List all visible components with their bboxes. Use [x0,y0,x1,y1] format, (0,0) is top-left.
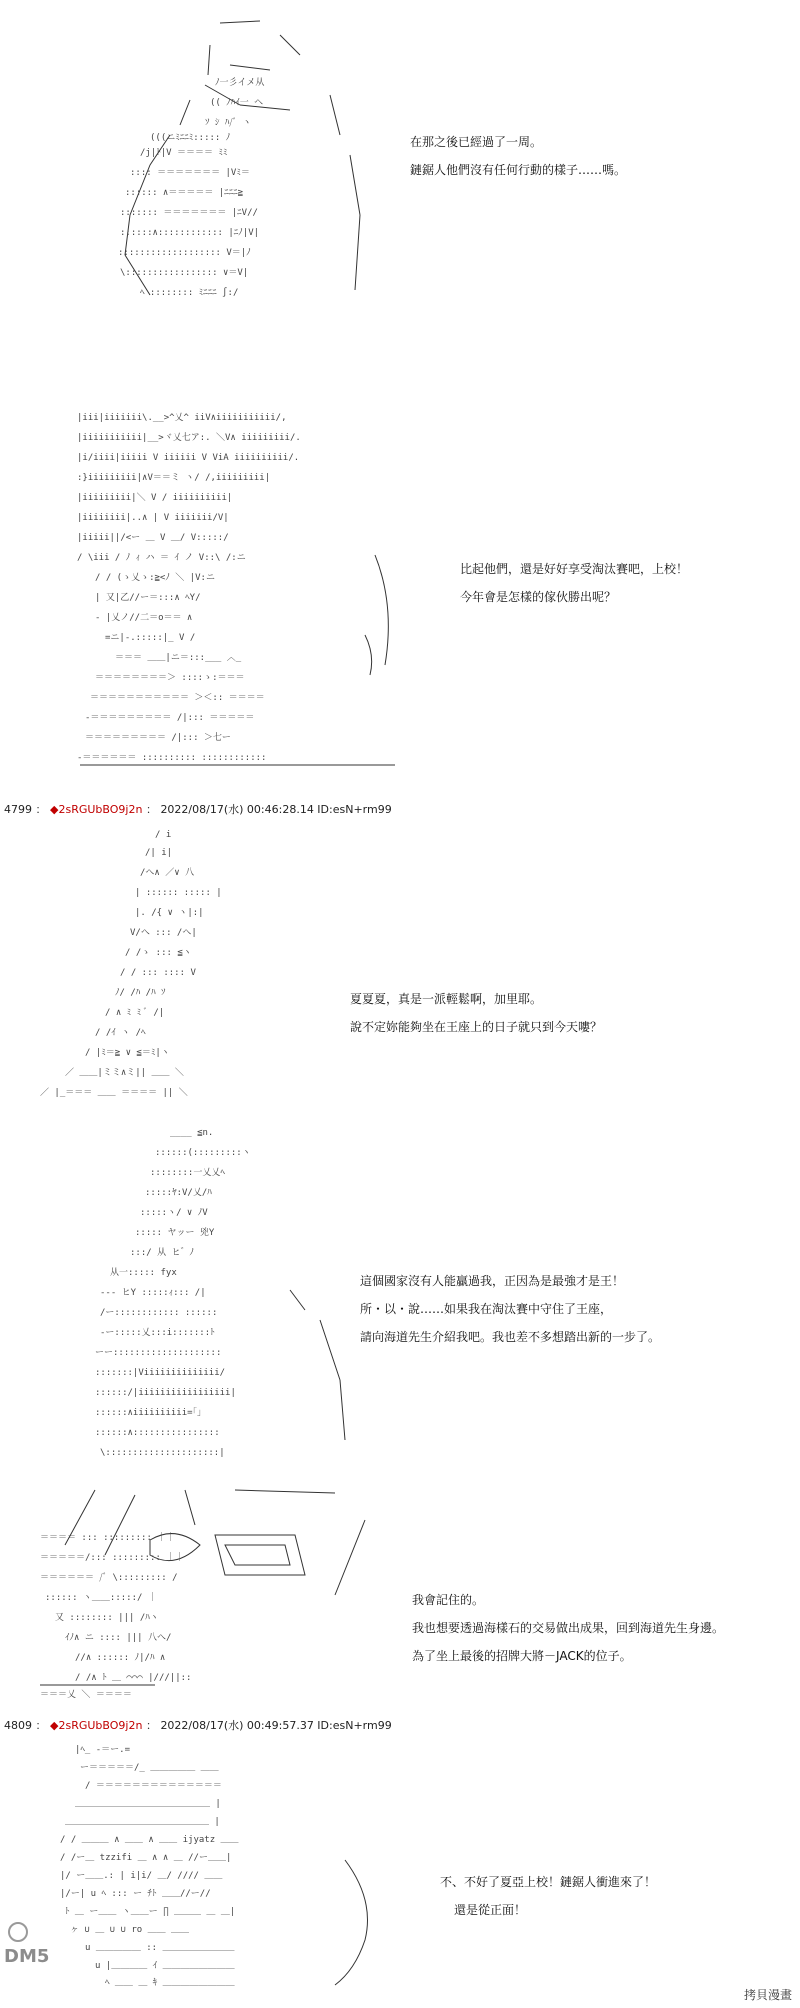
svg-text:____ ≦n.: ____ ≦n. [170,1128,214,1138]
post-separator: ： [145,803,157,816]
post-header [4,1717,392,1733]
dialog-line: 在那之後已經過了一周。 [410,135,543,149]
svg-text:\::::::::::::::::: ∨＝V|: \::::::::::::::::: ∨＝V| [120,268,249,278]
dialog-line: 不、不好了夏亞上校！鏈鋸人衝進來了！ [440,1875,657,1889]
dialog-line: 所・以・說……如果我在淘汰賽中守住了王座， [360,1302,613,1316]
svg-text:|/ ー＿＿.: | i|i/ ＿/ //// ＿＿: |/ ー＿＿.: | i|i/ ＿/ //// ＿＿ [60,1871,223,1881]
svg-text:/ / (ゝ乂ゝ:≧<ﾉ ＼ |V:ニ: / / (ゝ乂ゝ:≧<ﾉ ＼ |V:ニ [95,573,215,583]
svg-text:::::::∧:::::::::::: |ﾆﾉ|V|: ::::::∧:::::::::::: |ﾆﾉ|V| [120,228,260,238]
svg-text:|/ー| u ﾍ ::: ー ﾁﾄ ＿＿//ー/: |/ー| u ﾍ ::: ー ﾁﾄ ＿＿//ー// [60,1889,211,1899]
watermark-text: DM5 [4,1946,50,1967]
svg-text:-＝＝＝＝＝＝＝＝＝ /|::: ＝＝＝＝＝: -＝＝＝＝＝＝＝＝＝ /|::: ＝＝＝＝＝ [85,713,255,723]
svg-text:u ＿＿＿＿＿ :: ＿＿＿＿＿＿＿＿: u ＿＿＿＿＿ :: ＿＿＿＿＿＿＿＿ [85,1943,235,1953]
svg-text:ﾉ/ /ﾊ /ﾊ ｿ: ﾉ/ /ﾊ /ﾊ ｿ [115,988,166,998]
svg-text:/ /∧ ﾄ ＿ ⌒⌒⌒ |///||::: / /∧ ﾄ ＿ ⌒⌒⌒ |///||:: [75,1673,192,1683]
dialog-line: 夏夏夏，真是一派輕鬆啊，加里耶。 [350,992,543,1006]
svg-text:|i/iiii|iiiii V iiiiii V ViA i: |i/iiii|iiiii V iiiiii V ViA iiiiiiiiii/. [77,453,300,463]
svg-text:/ /ー＿ tzzifi ＿ ∧ ∧ ＿ //ー＿＿|: / /ー＿ tzzifi ＿ ∧ ∧ ＿ //ー＿＿| [60,1853,232,1863]
svg-text::::::ﾔ:V/乂/ﾊ: :::::ﾔ:V/乂/ﾊ [145,1188,212,1198]
svg-text::::: ＝＝＝＝＝＝＝ |Vﾐ＝: :::: ＝＝＝＝＝＝＝ |Vﾐ＝ [130,168,250,178]
svg-text:u |＿＿＿＿ ｲ ＿＿＿＿＿＿＿＿: u |＿＿＿＿ ｲ ＿＿＿＿＿＿＿＿ [95,1961,235,1971]
svg-text:＝＝＝ ＿＿|ニ＝:::___ ︿_: ＝＝＝ ＿＿|ニ＝:::___ ︿_ [115,653,242,663]
dialog-line: 說不定妳能夠坐在王座上的日子就只到今天嘍？ [350,1020,603,1034]
ascii-art-figure-3 [35,825,345,1105]
svg-text:| :::::: ::::: |: | :::::: ::::: | [135,888,222,898]
svg-text:(( ﾉﾊｲ一 ヘ: (( ﾉﾊｲ一 ヘ [210,98,264,108]
svg-text:::::::::::::::::::: V＝|ﾉ: ::::::::::::::::::: V＝|ﾉ [118,248,251,258]
post-separator: ： [35,803,47,816]
svg-text:＝＝＝＝＝/::: ::::::::: ｜｜: ＝＝＝＝＝/::: ::::::::: ｜｜ [40,1553,185,1563]
post-number: 4799 [4,803,32,816]
svg-text:/ / ::: :::: V: / / ::: :::: V [120,968,196,978]
svg-text:::::::(:::::::::ヽ: ::::::(:::::::::ヽ [155,1148,251,1158]
svg-text:又 :::::::: ||| /ﾊヽ: 又 :::::::: ||| /ﾊヽ [55,1613,159,1623]
ascii-art-figure-1 [110,15,390,305]
svg-text:＝＝＝＝＝＝＝＝＞ ::::ゝ:＝＝＝: ＝＝＝＝＝＝＝＝＞ ::::ゝ:＝＝＝ [95,673,245,683]
post-datetime: 2022/08/17(水) 00:49:57.37 ID:esN+rm99 [160,1719,392,1732]
svg-text:(((ニﾐﾆﾆﾐ::::: ﾉ: (((ニﾐﾆﾆﾐ::::: ﾉ [150,133,231,143]
svg-text::::::ヽ/ ∨ ﾉV: :::::ヽ/ ∨ ﾉV [140,1208,208,1218]
ascii-art-figure-4 [90,1120,350,1460]
dialog-panel-2 [460,555,688,611]
poster-name[interactable]: ◆2sRGUbBO9j2n [50,803,143,816]
svg-text:-＝＝＝＝＝＝ :::::::::: :::::::::::: -＝＝＝＝＝＝ :::::::::: :::::::::::: [77,753,267,763]
svg-text::::::: ヽ＿＿:::::/ ｜: :::::: ヽ＿＿:::::/ ｜ [45,1593,157,1603]
site-mark: 拷貝漫畫 [743,1988,792,2002]
ascii-art-figure-2 [75,405,405,785]
svg-text:--- ヒY :::::ｨ::: /|: --- ヒY :::::ｨ::: /| [100,1288,206,1298]
svg-text:::::::/|iiiiiiiiiiiiiiiii|: ::::::/|iiiiiiiiiiiiiiiii| [95,1388,236,1398]
dialog-line: 鏈鋸人他們沒有任何行動的樣子……嗎。 [410,163,627,177]
svg-text:::::: ヤッー 兇Y: ::::: ヤッー 兇Y [135,1228,215,1238]
svg-text:＝＝＝＝＝＝＝＝＝＝＝ ＞＜:: ＝＝＝＝: ＝＝＝＝＝＝＝＝＝＝＝ ＞＜:: ＝＝＝＝ [90,693,265,703]
svg-text:/へ∧ ／∨ 八: /へ∧ ／∨ 八 [140,868,195,878]
svg-text:/ |ﾐ＝≧ ∨ ≦＝ﾐ|ヽ: / |ﾐ＝≧ ∨ ≦＝ﾐ|ヽ [85,1048,170,1058]
svg-text:ﾉ一彡イメ从: ﾉ一彡イメ从 [215,78,265,88]
svg-text:V/へ ::: /へ|: V/へ ::: /へ| [130,928,197,938]
post-number: 4809 [4,1719,32,1732]
svg-text:＝＝＝乂 ＼ ＝＝＝＝: ＝＝＝乂 ＼ ＝＝＝＝ [40,1690,132,1700]
svg-text:|iiiiiiiii|＼ V / iiiiiiii: |iiiiiiiii|＼ V / iiiiiiiiii| [77,493,233,503]
svg-text:\:::::::::::::::::::::|: \:::::::::::::::::::::| [100,1448,225,1458]
dialog-line: 比起他們，還是好好享受淘汰賽吧，上校！ [460,562,689,576]
dialog-line: 這個國家沒有人能贏過我，正因為是最強才是王！ [360,1274,625,1288]
svg-text:|iii|iiiiiii\.__>^乂^ iiV∧iiiii: |iii|iiiiiii\.__>^乂^ iiV∧iiiiiiiiiii/, [77,413,287,423]
svg-text:ー＝＝＝＝＝/_ ＿＿＿＿＿ ＿＿: ー＝＝＝＝＝/_ ＿＿＿＿＿ ＿＿ [80,1763,219,1773]
dialog-panel-5 [412,1586,724,1670]
svg-text:/ / ＿＿＿ ∧ ＿＿ ∧ ＿＿ ijyatz ＿＿: / / ＿＿＿ ∧ ＿＿ ∧ ＿＿ ijyatz ＿＿ [60,1835,239,1845]
svg-text:|. /{ ∨ ヽ|:|: |. /{ ∨ ヽ|:| [135,908,204,918]
svg-text:＝＝＝＝ ::: ::::::::: ｜｜: ＝＝＝＝ ::: ::::::::: ｜｜ [40,1533,176,1543]
svg-text:-ー:::::乂:::i:::::::ﾄ: -ー:::::乂:::i:::::::ﾄ [100,1328,215,1338]
ascii-art-figure-6 [55,1740,385,1990]
dialog-line: 請向海道先生介紹我吧。我也差不多想踏出新的一步了。 [360,1330,661,1344]
ascii-art-figure-5 [35,1485,375,1705]
svg-text:::::::∧iiiiiiiiii=｢｣: ::::::∧iiiiiiiiii=｢｣ [95,1408,202,1418]
dialog-line: 我也想要透過海樣石的交易做出成果，回到海道先生身邊。 [412,1621,725,1635]
svg-text:ｿ ｼ ﾊ/ﾞ ヽ: ｿ ｼ ﾊ/ﾞ ヽ [205,118,252,128]
svg-text:＿＿＿＿＿＿＿＿＿＿＿＿＿＿＿ |: ＿＿＿＿＿＿＿＿＿＿＿＿＿＿＿ | [75,1799,221,1809]
svg-text:／ ＿＿|ミミ∧ミ|| ＿＿ ＼: ／ ＿＿|ミミ∧ミ|| ＿＿ ＼ [65,1068,184,1078]
svg-text:/ i: / i [155,830,172,840]
dialog-panel-6 [440,1868,656,1924]
svg-text:ﾄ ＿ ー＿＿ ヽ＿＿ー ∏ ＿＿＿ ＿ ＿|: ﾄ ＿ ー＿＿ ヽ＿＿ー ∏ ＿＿＿ ＿ ＿| [65,1907,236,1917]
svg-text::::::: ∧＝＝＝＝＝ |ﾆﾆﾆ≧: :::::: ∧＝＝＝＝＝ |ﾆﾆﾆ≧ [125,188,244,198]
svg-text:＝＝＝＝＝＝＝＝＝ /|::: ＞七ー: ＝＝＝＝＝＝＝＝＝ /|::: ＞七ー [85,733,231,743]
svg-text:/ /ｲ ヽ /ﾍ: / /ｲ ヽ /ﾍ [95,1028,146,1038]
svg-text:|iiiiiiii|..∧ | V iiiiiii: |iiiiiiii|..∧ | V iiiiiii/V| [77,513,229,523]
dialog-line: 我會記住的。 [412,1593,485,1607]
svg-text::::/ 从 ヒ゛ﾉ: :::/ 从 ヒ゛ﾉ [130,1248,195,1258]
svg-text:从一::::: fyx: 从一::::: fyx [110,1268,177,1278]
svg-text:::::::: ＝＝＝＝＝＝＝ |ﾆV//: ::::::: ＝＝＝＝＝＝＝ |ﾆV// [120,208,258,218]
svg-text:／ |_＝＝＝ ＿＿ ＝＝＝＝ || ＼: ／ |_＝＝＝ ＿＿ ＝＝＝＝ || ＼ [40,1088,188,1098]
svg-text:ｲﾉ∧ ニ :::: ||| 八へ/: ｲﾉ∧ ニ :::: ||| 八へ/ [65,1633,172,1643]
svg-text:/ /ゝ ::: ≦ヽ: / /ゝ ::: ≦ヽ [125,948,192,958]
svg-text:| 又|乙//ー＝:::∧ ﾍY/: | 又|乙//ー＝:::∧ ﾍY/ [95,593,201,603]
svg-text:＝＝＝＝＝＝ /ﾞ \::::::::: /: ＝＝＝＝＝＝ /ﾞ \::::::::: / [40,1573,178,1583]
svg-text:::::::∧::::::::::::::::: ::::::∧:::::::::::::::: [95,1428,220,1438]
svg-text:::::::::一乂乂ﾍ: ::::::::一乂乂ﾍ [150,1168,225,1178]
svg-text:/| i|: /| i| [145,848,173,858]
dialog-line: 還是從正面！ [454,1903,527,1917]
svg-text:|iiiiiiiiiii|__>ヾ乂七ア:. ＼V∧ iii: |iiiiiiiiiii|__>ヾ乂七ア:. ＼V∧ iiiiiiiii/. [77,433,301,443]
dialog-panel-3 [350,985,602,1041]
svg-text:|ﾍ_ -＝ー.=: |ﾍ_ -＝ー.= [75,1745,131,1755]
post-separator: ： [35,1719,47,1732]
dialog-panel-4 [360,1267,660,1351]
post-datetime: 2022/08/17(水) 00:46:28.14 ID:esN+rm99 [160,803,392,816]
svg-text:|iiiii||/<ー ＿ V ＿/ V:::::/: |iiiii||/<ー ＿ V ＿/ V:::::/ [77,533,229,543]
svg-text::::::::|Viiiiiiiiiiiiii/: :::::::|Viiiiiiiiiiiiii/ [95,1368,226,1378]
dialog-line: 今年會是怎樣的傢伙勝出呢？ [460,590,617,604]
svg-text:/ \iii / ﾉ ｨ ハ ＝ ｲ ノ V::\ /:ニ: / \iii / ﾉ ｨ ハ ＝ ｲ ノ V::\ /:ニ [77,553,246,563]
svg-text:ヶ ∪ ＿ ∪ ∪ ro ＿＿ ＿＿: ヶ ∪ ＿ ∪ ∪ ro ＿＿ ＿＿ [70,1925,190,1935]
poster-name[interactable]: ◆2sRGUbBO9j2n [50,1719,143,1732]
svg-text::}iiiiiiiii|∧V＝＝ミ ヽ/ /,iiiiiii: :}iiiiiiiii|∧V＝＝ミ ヽ/ /,iiiiiiiii| [77,473,271,483]
svg-text:/ー:::::::::::: ::::::: /ー:::::::::::: :::::: [100,1308,218,1318]
svg-text:ーー::::::::::::::::::::: ーー:::::::::::::::::::: [95,1348,222,1358]
post-header [4,801,392,817]
post-separator: ： [145,1719,157,1732]
svg-text:ﾍ ＿＿ ＿ ｷ ＿＿＿＿＿＿＿＿: ﾍ ＿＿ ＿ ｷ ＿＿＿＿＿＿＿＿ [105,1978,235,1988]
dialog-line: 為了坐上最後的招牌大將－JACK的位子。 [412,1649,632,1663]
svg-text:ﾍ :::::::: ﾐﾆﾆﾆ ∫:/: ﾍ :::::::: ﾐﾆﾆﾆ ∫:/ [140,288,239,298]
dialog-panel-1 [410,128,626,184]
svg-text://∧ :::::: ﾉ|/ﾊ ∧: //∧ :::::: ﾉ|/ﾊ ∧ [75,1653,166,1663]
dmzj-watermark-logo [2,1918,62,1982]
svg-text:/ ∧ ﾐ ﾐ ﾞ /|: / ∧ ﾐ ﾐ ﾞ /| [105,1008,165,1018]
svg-text:=ニ|-.:::::|_ V /: =ニ|-.:::::|_ V / [105,633,196,643]
svg-text:/ ＝＝＝＝＝＝＝＝＝＝＝＝＝＝: / ＝＝＝＝＝＝＝＝＝＝＝＝＝＝ [85,1781,222,1791]
svg-text:＿＿＿＿＿＿＿＿＿＿＿＿＿＿＿＿ |: ＿＿＿＿＿＿＿＿＿＿＿＿＿＿＿＿ | [65,1817,220,1827]
svg-text:/j|ﾄ|V ＝＝＝＝ ﾐﾐ: /j|ﾄ|V ＝＝＝＝ ﾐﾐ [140,148,228,158]
svg-text:- |乂ノ//二＝o＝＝ ∧: - |乂ノ//二＝o＝＝ ∧ [95,613,193,623]
